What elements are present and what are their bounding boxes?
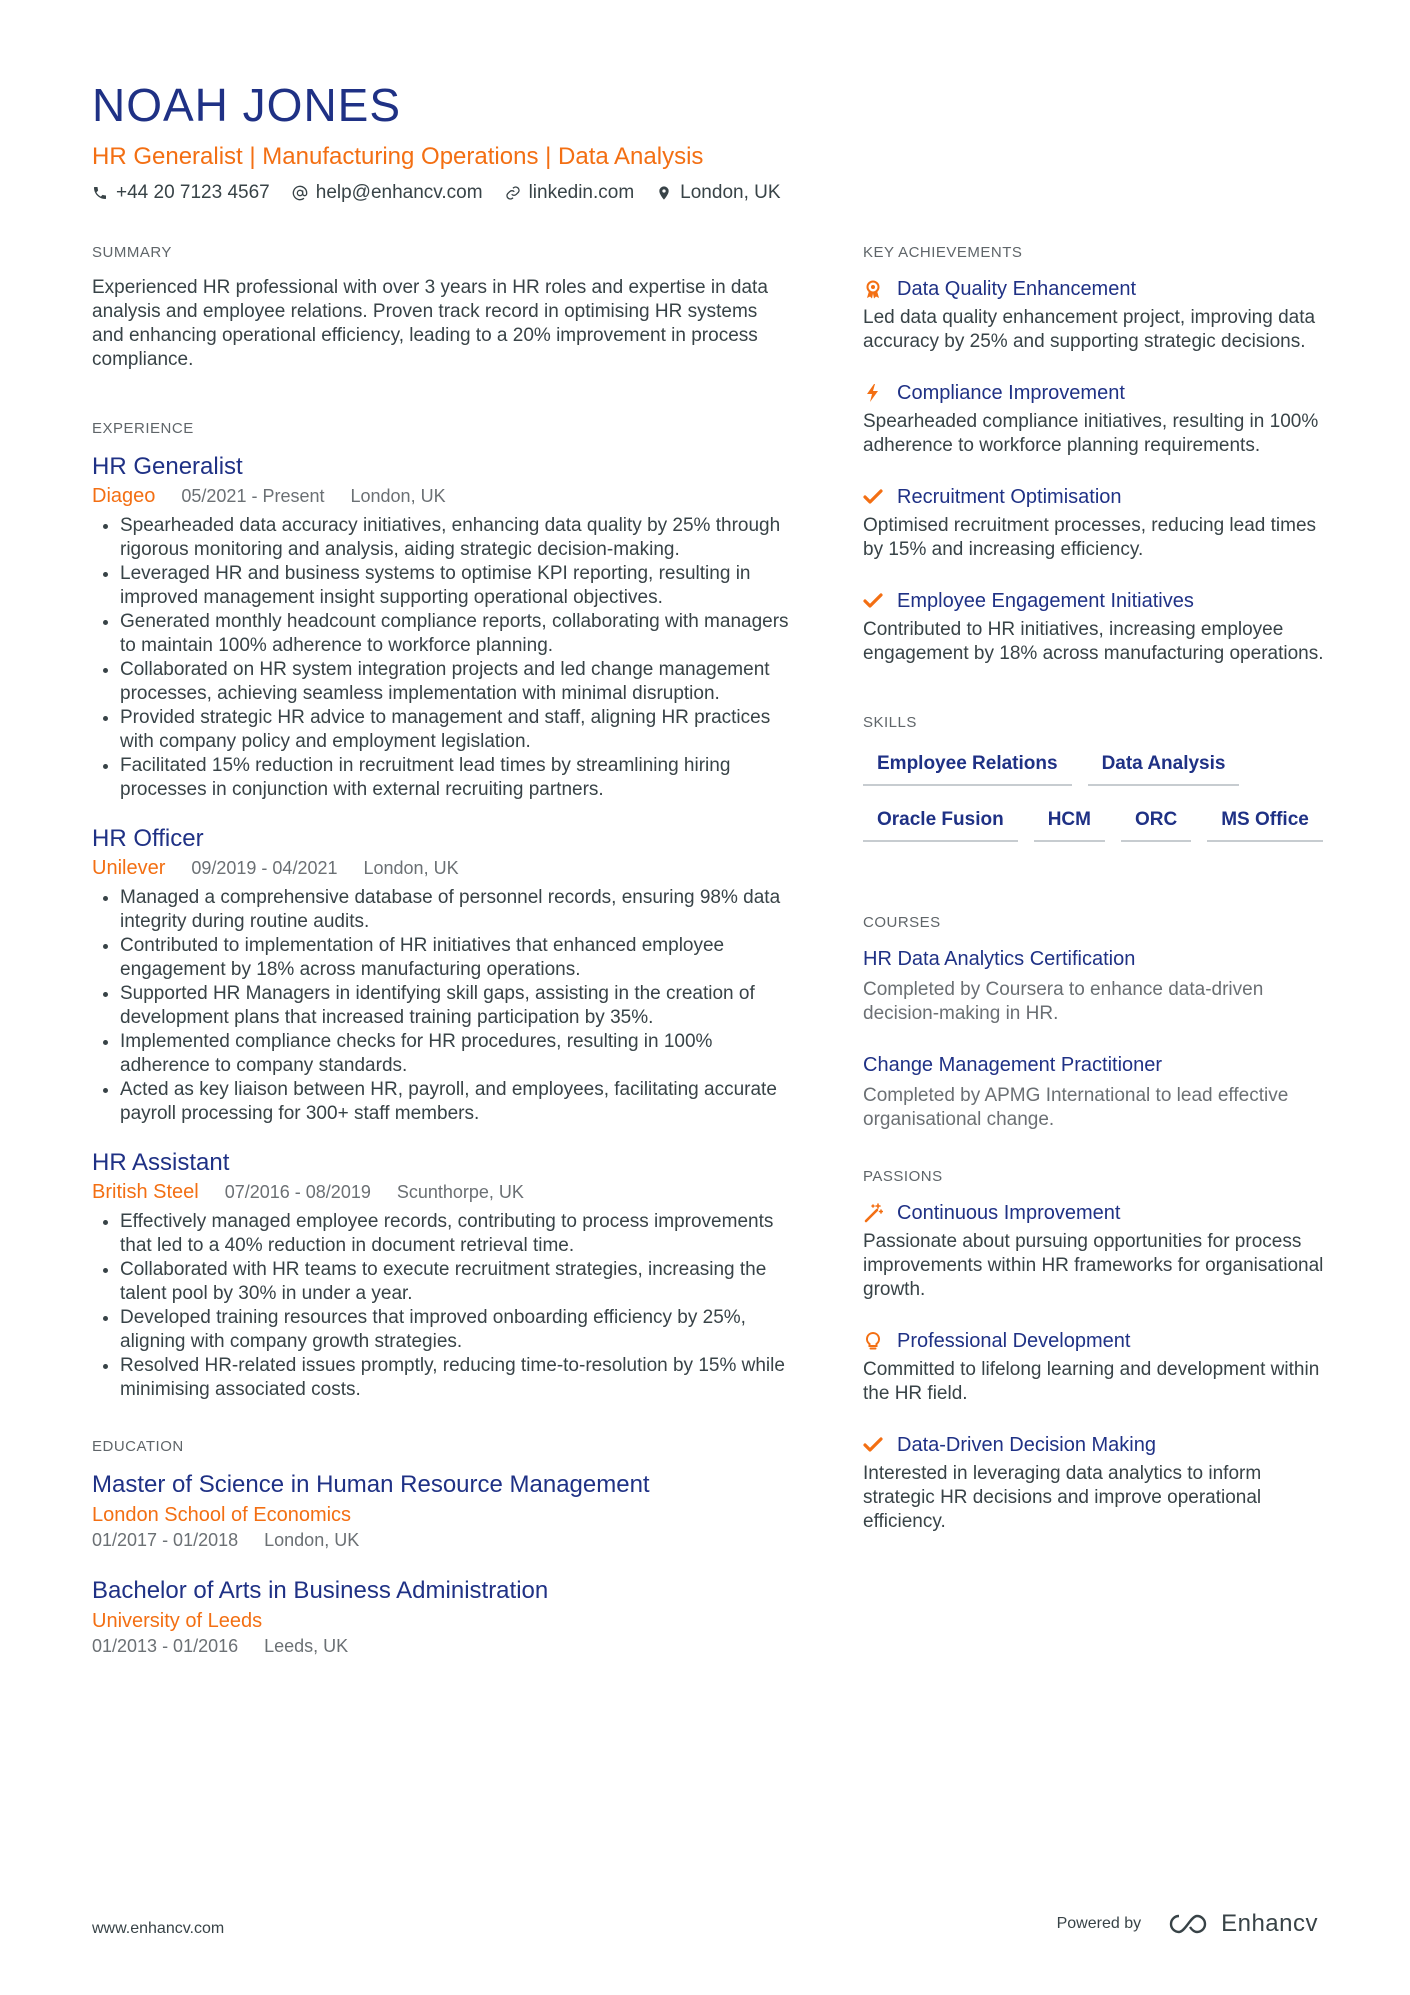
- skill-tag: Data Analysis: [1088, 746, 1240, 786]
- passions-section: [863, 1168, 1333, 1534]
- section-title: SKILLS: [863, 714, 917, 731]
- education-location: Leeds, UK: [264, 1636, 349, 1656]
- item-title: Professional Development: [897, 1330, 1131, 1352]
- bullet-item: • Collaborated with HR teams to execute recruitment strategies, increasing the talent pool by 30% in under a year.: [120, 1258, 792, 1306]
- bullet-item: • Facilitated 15% reduction in recruitment lead times by streamlining hiring processes in conjunction with external recruiting partners.: [120, 754, 792, 802]
- school-name: University of Leeds: [92, 1610, 263, 1632]
- skills-section: [863, 714, 1333, 842]
- section-title: EXPERIENCE: [92, 420, 194, 437]
- education-dates: 01/2013 - 01/2016: [92, 1636, 239, 1656]
- location-text: London, UK: [680, 182, 781, 203]
- right-column: [863, 244, 1333, 1560]
- passion-list: [863, 1200, 1333, 1534]
- contact-row: [92, 182, 1322, 204]
- item-description: Committed to lifelong learning and development within the HR field.: [863, 1359, 1320, 1404]
- bullet-item: • Generated monthly headcount compliance reports, collaborating with managers to maintain 100% adherence to workforce planning.: [120, 610, 792, 658]
- course-item: [863, 1052, 1333, 1132]
- item-header: [863, 588, 1333, 614]
- item-title: Data Quality Enhancement: [897, 278, 1137, 300]
- achievement-item: [863, 276, 1333, 354]
- degree: Master of Science in Human Resource Management: [92, 1471, 650, 1498]
- bullet-item: • Collaborated on HR system integration projects and led change management processes, achieving seamless implementation with minimal disruption.: [120, 658, 792, 706]
- linkedin-text: linkedin.com: [528, 182, 635, 203]
- summary-section: [92, 244, 792, 372]
- item-header: [863, 276, 1333, 302]
- job-meta: [92, 484, 792, 508]
- bullet-item: • Provided strategic HR advice to management and staff, aligning HR practices with company policy and employment legislation.: [120, 706, 792, 754]
- item-title: Employee Engagement Initiatives: [897, 590, 1194, 612]
- job-meta: [92, 856, 792, 880]
- candidate-name: NOAH JONES: [92, 79, 402, 131]
- bullet-item: • Acted as key liaison between HR, payroll, and employees, facilitating accurate payroll processing for 300+ staff members.: [120, 1078, 792, 1126]
- skill-tag: Oracle Fusion: [863, 802, 1018, 842]
- section-title: KEY ACHIEVEMENTS: [863, 244, 1023, 261]
- job-location: London, UK: [363, 858, 459, 878]
- left-column: [92, 244, 792, 1682]
- lightbulb-icon: [863, 1331, 883, 1351]
- course-item: [863, 946, 1333, 1026]
- skill-list: [863, 746, 1323, 842]
- company-name: Diageo: [92, 485, 156, 507]
- email-text: help@enhancv.com: [315, 182, 483, 203]
- magic-wand-icon: [863, 1203, 883, 1223]
- achievement-item: [863, 380, 1333, 458]
- course-description: Completed by APMG International to lead effective organisational change.: [863, 1085, 1289, 1130]
- resume-header: [92, 78, 1322, 204]
- contact-email[interactable]: [292, 182, 483, 204]
- item-header: [863, 484, 1333, 510]
- skill-tag: HCM: [1034, 802, 1105, 842]
- item-description: Spearheaded compliance initiatives, resulting in 100% adherence to workforce planning requirements.: [863, 411, 1319, 456]
- achievements-section: [863, 244, 1333, 666]
- headline: HR Generalist | Manufacturing Operations | Data Analysis: [92, 143, 704, 170]
- education-meta: [92, 1634, 792, 1658]
- at-icon: [292, 185, 308, 201]
- skill-tag: ORC: [1121, 802, 1191, 842]
- section-title: EDUCATION: [92, 1438, 184, 1455]
- courses-section: [863, 914, 1333, 1132]
- job-bullets: [92, 514, 792, 802]
- enhancv-logo-icon: [1165, 1912, 1211, 1936]
- job-title: HR Officer: [92, 825, 204, 852]
- item-header: [863, 1200, 1333, 1226]
- brand-logo[interactable]: [1165, 1910, 1318, 1938]
- bullet-item: • Supported HR Managers in identifying skill gaps, assisting in the creation of development plans that increased training participation by 35%.: [120, 982, 792, 1030]
- section-title: PASSIONS: [863, 1168, 943, 1185]
- footer-website[interactable]: www.enhancv.com: [92, 1920, 225, 1937]
- contact-location: [656, 182, 780, 204]
- item-title: Compliance Improvement: [897, 382, 1125, 404]
- bullet-item: • Spearheaded data accuracy initiatives, enhancing data quality by 25% through rigorous monitoring and analysis, aiding strategic decision-making.: [120, 514, 792, 562]
- phone-text: +44 20 7123 4567: [116, 182, 270, 203]
- bullet-item: • Leveraged HR and business systems to optimise KPI reporting, resulting in improved management insight supporting operational objectives.: [120, 562, 792, 610]
- item-description: Led data quality enhancement project, improving data accuracy by 25% and supporting strategic decisions.: [863, 307, 1316, 352]
- job-entry: [92, 452, 792, 802]
- education-entry: [92, 1470, 792, 1552]
- lightning-icon: [863, 383, 883, 403]
- bullet-item: • Contributed to implementation of HR initiatives that enhanced employee engagement by 18% across manufacturing operations.: [120, 934, 792, 982]
- education-dates: 01/2017 - 01/2018: [92, 1530, 239, 1550]
- item-description: Interested in leveraging data analytics to inform strategic HR decisions and improve operational efficiency.: [863, 1463, 1262, 1532]
- link-icon: [505, 185, 521, 201]
- item-header: [863, 1328, 1333, 1354]
- job-bullets: [92, 886, 792, 1126]
- check-icon: [863, 487, 883, 507]
- job-bullets: [92, 1210, 792, 1402]
- bullet-item: • Developed training resources that improved onboarding efficiency by 25%, aligning with company growth strategies.: [120, 1306, 792, 1354]
- bullet-item: • Effectively managed employee records, contributing to process improvements that led to a 40% reduction in document retrieval time.: [120, 1210, 792, 1258]
- school-name: London School of Economics: [92, 1504, 352, 1526]
- check-icon: [863, 1435, 883, 1455]
- job-title: HR Assistant: [92, 1149, 230, 1176]
- degree: Bachelor of Arts in Business Administration: [92, 1577, 549, 1604]
- item-header: [863, 380, 1333, 406]
- skill-tag: Employee Relations: [863, 746, 1072, 786]
- job-entry: [92, 824, 792, 1126]
- item-title: Continuous Improvement: [897, 1202, 1121, 1224]
- item-description: Passionate about pursuing opportunities for process improvements within HR frameworks for organisational growth.: [863, 1231, 1324, 1300]
- company-name: Unilever: [92, 857, 166, 879]
- job-entry: [92, 1148, 792, 1402]
- job-location: Scunthorpe, UK: [396, 1182, 524, 1202]
- job-dates: 09/2019 - 04/2021: [191, 858, 338, 878]
- brand-name: Enhancv: [1221, 1910, 1318, 1937]
- summary-text: Experienced HR professional with over 3 years in HR roles and expertise in data analysis and employee relations. Proven track record in optimising HR systems and enhancing operational efficiency, leading to a 20% improvement in process compliance.: [92, 277, 768, 370]
- item-description: Contributed to HR initiatives, increasing employee engagement by 18% across manufacturing operations.: [863, 619, 1324, 664]
- passion-item: [863, 1432, 1333, 1534]
- achievement-list: [863, 276, 1333, 666]
- item-title: Data-Driven Decision Making: [897, 1434, 1156, 1456]
- award-icon: [863, 279, 883, 299]
- footer-powered-by: [1057, 1910, 1318, 1938]
- company-name: British Steel: [92, 1181, 199, 1203]
- job-location: London, UK: [350, 486, 446, 506]
- course-title: Change Management Practitioner: [863, 1054, 1163, 1076]
- education-list: [92, 1470, 792, 1658]
- job-dates: 05/2021 - Present: [181, 486, 325, 506]
- achievement-item: [863, 484, 1333, 562]
- contact-linkedin[interactable]: [505, 182, 635, 204]
- course-title: HR Data Analytics Certification: [863, 948, 1136, 970]
- bullet-item: • Managed a comprehensive database of personnel records, ensuring 98% data integrity during routine audits.: [120, 886, 792, 934]
- education-section: [92, 1438, 792, 1658]
- bullet-item: • Implemented compliance checks for HR procedures, resulting in 100% adherence to company standards.: [120, 1030, 792, 1078]
- item-header: [863, 1432, 1333, 1458]
- education-entry: [92, 1576, 792, 1658]
- job-meta: [92, 1180, 792, 1204]
- passion-item: [863, 1200, 1333, 1302]
- course-description: Completed by Coursera to enhance data-driven decision-making in HR.: [863, 979, 1264, 1024]
- job-title: HR Generalist: [92, 453, 243, 480]
- course-list: [863, 946, 1333, 1132]
- phone-icon: [92, 185, 108, 201]
- experience-section: [92, 420, 792, 1402]
- item-title: Recruitment Optimisation: [897, 486, 1122, 508]
- education-location: London, UK: [264, 1530, 360, 1550]
- job-dates: 07/2016 - 08/2019: [224, 1182, 371, 1202]
- passion-item: [863, 1328, 1333, 1406]
- contact-phone[interactable]: [92, 182, 270, 204]
- skill-tag: MS Office: [1207, 802, 1323, 842]
- powered-by-label: Powered by: [1056, 1915, 1142, 1932]
- item-description: Optimised recruitment processes, reducing lead times by 15% and increasing efficiency.: [863, 515, 1317, 560]
- job-list: [92, 452, 792, 1402]
- location-pin-icon: [656, 185, 672, 201]
- education-meta: [92, 1528, 792, 1552]
- achievement-item: [863, 588, 1333, 666]
- bullet-item: • Resolved HR-related issues promptly, reducing time-to-resolution by 15% while minimising associated costs.: [120, 1354, 792, 1402]
- section-title: COURSES: [863, 914, 941, 931]
- section-title: SUMMARY: [92, 244, 172, 261]
- check-icon: [863, 591, 883, 611]
